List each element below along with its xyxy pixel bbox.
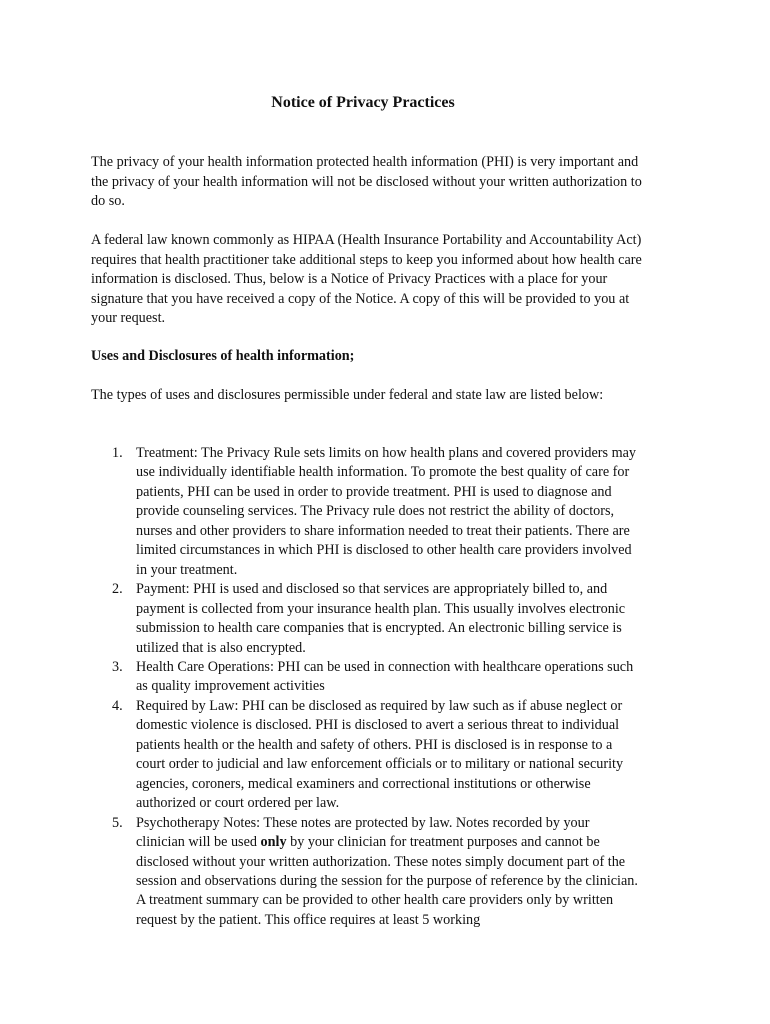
list-number: 4.: [112, 697, 123, 714]
types-paragraph: The types of uses and disclosures permissible under federal and state law are listed below:: [91, 387, 604, 403]
list-item-text-before: Psychotherapy Notes: These notes are protected by law. Notes recorded by your clinician will be used: [136, 814, 590, 851]
list-item: [112, 697, 640, 814]
list-item: [112, 580, 640, 658]
list-item-text: Health Care Operations: PHI can be used in connection with healthcare operations such as quality improvement activities: [136, 658, 634, 695]
hipaa-paragraph: A federal law known commonly as HIPAA (Health Insurance Portability and Accountability Act) requires that health practitioner take additional steps to keep you informed about how health care information is disclosed. Thus, below is a Notice of Privacy Practices with a place for your signature that you have received a copy of the Notice. A copy of this will be provided to you at your request.: [91, 232, 642, 326]
list-number: 2.: [112, 581, 123, 598]
list-number: 1.: [112, 445, 123, 461]
list-number: 3.: [112, 658, 123, 675]
list-item: [112, 814, 640, 931]
page-title: Notice of Privacy Practices: [271, 94, 455, 111]
section-heading: Uses and Disclosures of health information;: [91, 348, 355, 364]
list-item: [112, 658, 640, 697]
list-item: [112, 444, 640, 580]
list-item-text: Payment: PHI is used and disclosed so that services are appropriately billed to, and payment is collected from your insurance health plan. This usually involves electronic submission to health care companies that is encrypted. An electronic billing service is utilized that is also encrypted.: [136, 581, 626, 656]
list-number: 5.: [112, 814, 123, 831]
list-item-text: Treatment: The Privacy Rule sets limits on how health plans and covered providers may use individually identifiable health information. To promote the best quality of care for patients, PHI can be used in order to provide treatment. PHI is used to diagnose and provide counseling services. The Privacy rule does not restrict the ability of doctors, nurses and other providers to share information needed to treat their patients. There are limited circumstances in which PHI is disclosed to other health care providers involved in your treatment.: [136, 445, 637, 578]
list-item-text: Required by Law: PHI can be disclosed as required by law such as if abuse neglect or domestic violence is disclosed. PHI is disclosed to avert a serious threat to individual patients health or the health and safety of others. PHI is disclosed is in response to a court order to judicial and law enforcement officials or to military or national security agencies, coroners, medical examiners and correctional institutions or otherwise authorized or court ordered per law.: [136, 697, 624, 812]
disclosures-list: [112, 444, 640, 930]
list-item-text-after: by your clinician for treatment purposes and cannot be disclosed without your written authorization. These notes simply document part of the session and observations during the session for the purpose of reference by the clinician. A treatment summary can be provided to other health care providers only by written request by the patient. This office requires at least 5 working: [136, 834, 638, 928]
intro-paragraph: The privacy of your health information protected health information (PHI) is very important and the privacy of your health information will not be disclosed without your written authorization to do so.: [91, 154, 642, 209]
list-item-text-bold: only: [260, 834, 287, 851]
